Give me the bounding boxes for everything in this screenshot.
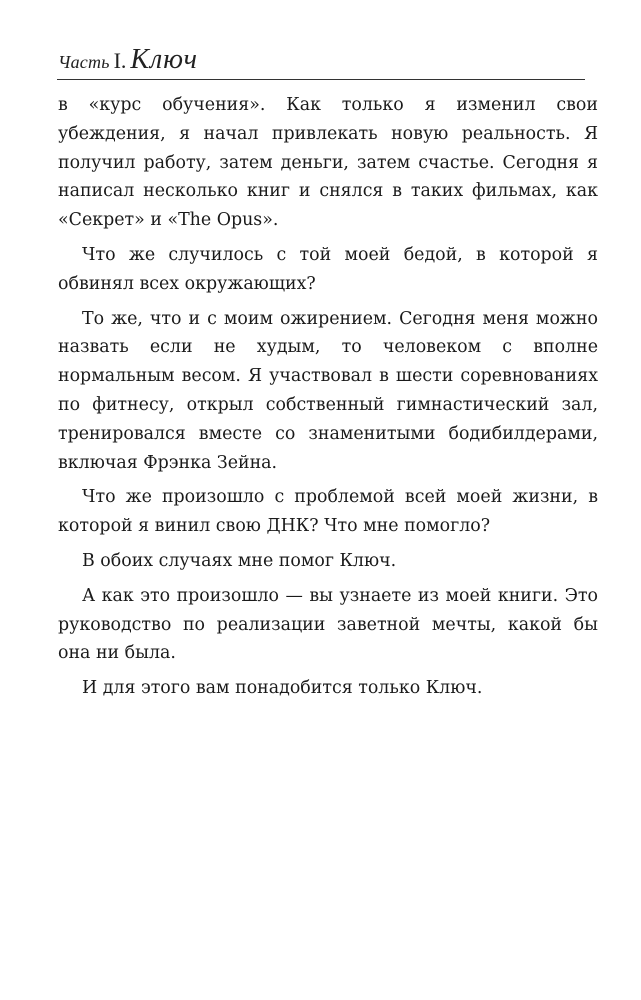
paragraph-1: в «курс обучения». Как только я изменил свои убеждения, я начал привлекать новую реальность. Я получил работу, затем деньги, затем счастье. Сегодня я написал несколько книг и снялся в таких фильмах, как «Секрет» и «The Opus». — [58, 95, 598, 231]
paragraph-6: А как это произошло — вы узнаете из моей книги. Это руководство по реализации заветной мечты, какой бы она ни была. — [58, 585, 598, 664]
running-head-part-label: Часть — [58, 52, 110, 72]
paragraph-2: Что же случилось с той моей бедой, в которой я обвинял всех окружающих? — [58, 244, 598, 294]
body-text — [58, 91, 598, 709]
running-head-part-number: I. — [113, 48, 127, 73]
header-rule — [57, 79, 585, 80]
running-head — [58, 46, 198, 74]
paragraph-4: Что же произошло с проблемой всей моей жизни, в которой я винил свою ДНК? Что мне помогло? — [58, 487, 598, 537]
paragraph-5: В обоих случаях мне помог Ключ. — [82, 550, 397, 571]
running-head-chapter-title: Ключ — [130, 44, 198, 75]
paragraph-7: И для этого вам понадобится только Ключ. — [82, 678, 483, 699]
paragraph-3: То же, что и с моим ожирением. Сегодня меня можно назвать если не худым, то человеком с вполне нормальным весом. Я участвовал в шести соревнованиях по фитнесу, открыл собственный гимнастический зал, тренировался вместе со знаменитыми бодибилдерами, включая Фрэнка Зейна. — [58, 308, 598, 473]
